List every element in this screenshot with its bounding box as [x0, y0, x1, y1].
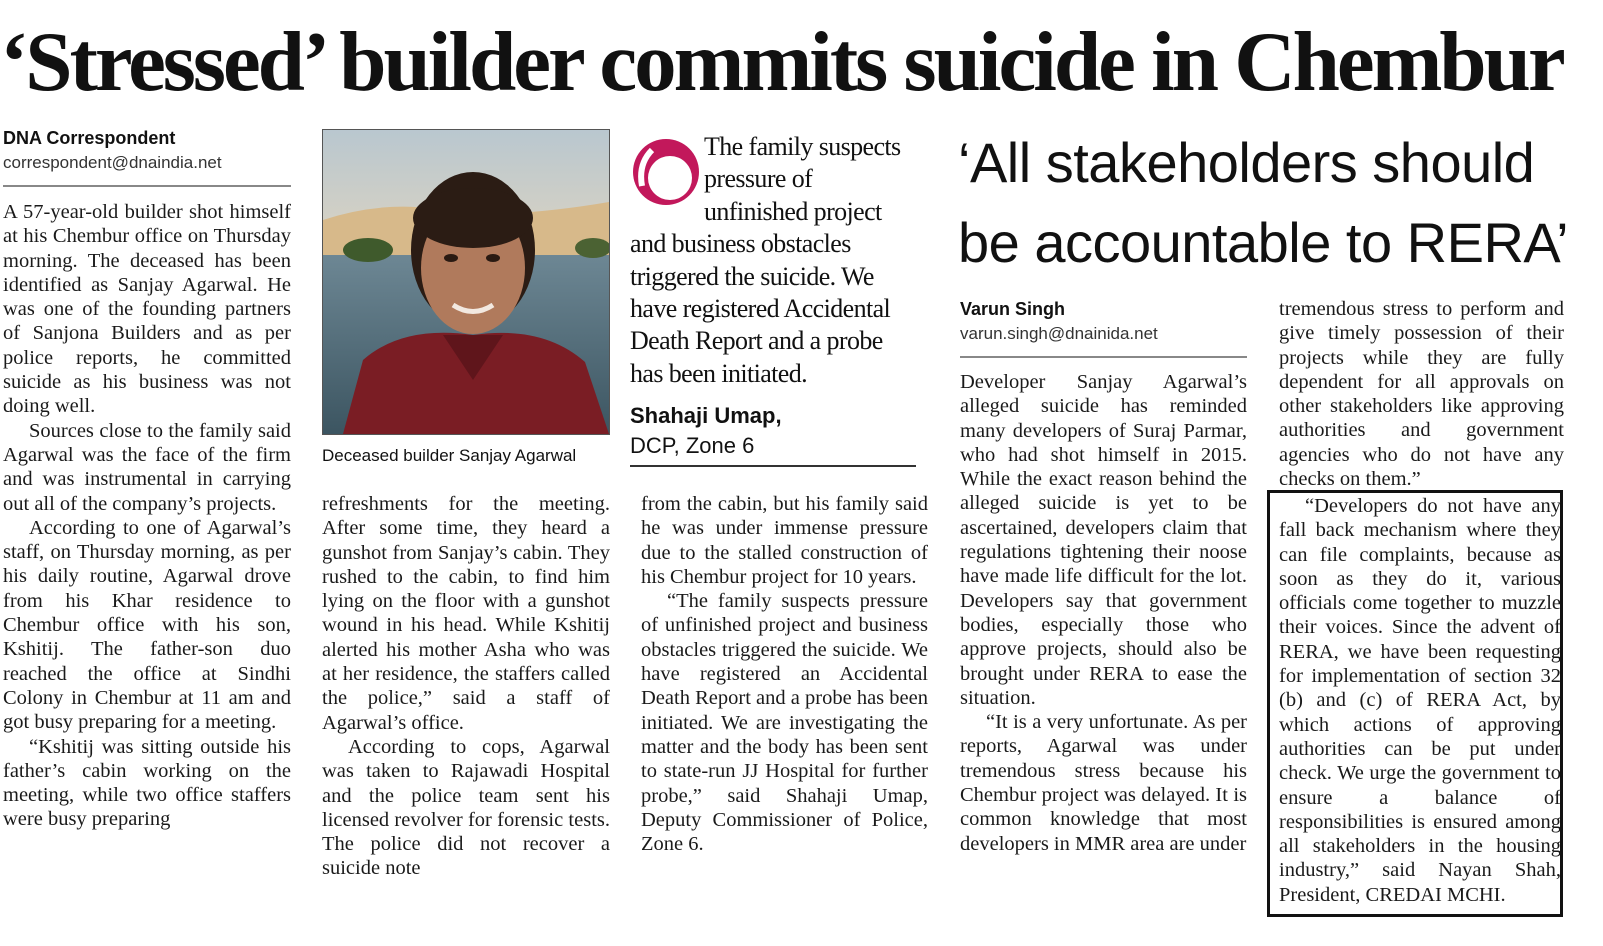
byline-name: DNA Correspondent — [3, 128, 176, 148]
paragraph: refreshments for the meeting. After some time, they heard a gunshot from Sanjay’s cabin. They rushed to the cabin, to find him lying on the floor with a gunshot wound in his head. While Kshitij alerted his mother Asha who was at her residence, the staffers called the police,” said a staff of Agarwal’s office. — [322, 493, 610, 734]
byline-name: Varun Singh — [960, 299, 1066, 319]
secondary-headline-line: be accountable to RERA’ — [958, 211, 1569, 274]
paragraph: According to one of Agarwal’s staff, on Thursday morning, as per his daily routine, Agarwal drove from his Khar residence to Chembur office with his son, Kshitij. The father-son duo reached the office at Sindhi Colony in Chembur at 11 am and got busy preparing for a meeting. — [3, 516, 291, 734]
byline-email[interactable]: varun.singh@dnainida.net — [960, 324, 1158, 343]
paragraph: tremendous stress to perform and give timely possession of their projects while they are fully dependent for all approvals on other stakeholders like approving authorities and government agencies who do not have any checks on them.” — [1279, 298, 1564, 491]
photo-caption: Deceased builder Sanjay Agarwal — [322, 446, 577, 465]
article1-column2 — [322, 492, 610, 881]
highlighted-quote — [1279, 494, 1561, 907]
main-headline: ‘Stressed’ builder commits suicide in Chembur — [0, 15, 1563, 109]
pull-quote-name: Shahaji Umap, — [630, 403, 782, 428]
article2-column2 — [1279, 297, 1564, 491]
portrait-image — [323, 130, 609, 434]
pull-quote-rule — [630, 465, 916, 467]
paragraph: Developer Sanjay Agarwal’s alleged suicide has reminded many developers of Suraj Parmar, who had shot himself in 2015. While the exact reason behind the alleged suicide is yet to be ascertained, developers claim that regulations tightening their noose have made life difficult for the lot. Developers say that government bodies, especially those who approve projects, should also be brought under RERA to ease the situation. — [960, 371, 1247, 709]
paragraph: A 57-year-old builder shot himself at his Chembur office on Thursday morning. The deceased has been identified as Sanjay Agarwal. He was one of the founding partners of Sanjona Builders and as per police reports, he committed suicide as his business was not doing well. — [3, 201, 291, 418]
pull-quote-title: DCP, Zone 6 — [630, 433, 755, 458]
paragraph: “Developers do not have any fall back mechanism where they can file complaints, because as soon as they do it, various officials come together to muzzle their voices. Since the advent of RERA, we have been requesting for implementation of section 32 (b) and (c) of RERA Act, by which actions of approving authorities can be put under check. We urge the government to ensure a balance of responsibilities is ensured among all stakeholders in the housing industry,” said Nayan Shah, President, CREDAI MCHI. — [1279, 495, 1561, 906]
byline-email[interactable]: correspondent@dnaindia.net — [3, 153, 222, 172]
paragraph: from the cabin, but his family said he was under immense pressure due to the stalled construction of his Chembur project for 10 years. — [641, 493, 928, 588]
article1-column1 — [3, 200, 291, 832]
secondary-headline-line: ‘All stakeholders should — [958, 131, 1535, 194]
pull-quote — [630, 131, 920, 390]
article2-column1 — [960, 370, 1247, 856]
paragraph: “The family suspects pressure of unfinished project and business obstacles triggered the suicide. We have registered an Accidental Death Report and a probe has been initiated. We are investigating the matter and the body has been sent to state-run JJ Hospital for further probe,” said Shahaji Umap, Deputy Commissioner of Police, Zone 6. — [641, 590, 928, 856]
byline-rule — [960, 356, 1247, 358]
article1-column3 — [641, 492, 928, 856]
paragraph: “Kshitij was sitting outside his father’s cabin working on the meeting, while two office staffers were busy preparing — [3, 735, 291, 831]
builder-photo — [322, 129, 610, 435]
paragraph: Sources close to the family said Agarwal was the face of the firm and was instrumental in carrying out all of the company’s projects. — [3, 419, 291, 515]
byline-rule — [3, 185, 291, 187]
secondary-headline — [958, 123, 1598, 283]
paragraph: According to cops, Agarwal was taken to Rajawadi Hospital and the police team sent his licensed revolver for forensic tests. The police did not recover a suicide note — [322, 735, 610, 880]
paragraph: “It is a very unfortunate. As per reports, Agarwal was under tremendous stress because his Chembur project was delayed. It is common knowledge that most developers in MMR area are under — [960, 711, 1247, 855]
pull-quote-text: The family suspects pressure of unfinished project and business obstacles triggered the suicide. We have registered Accidental Death Report and a probe has been initiated. — [630, 132, 901, 388]
